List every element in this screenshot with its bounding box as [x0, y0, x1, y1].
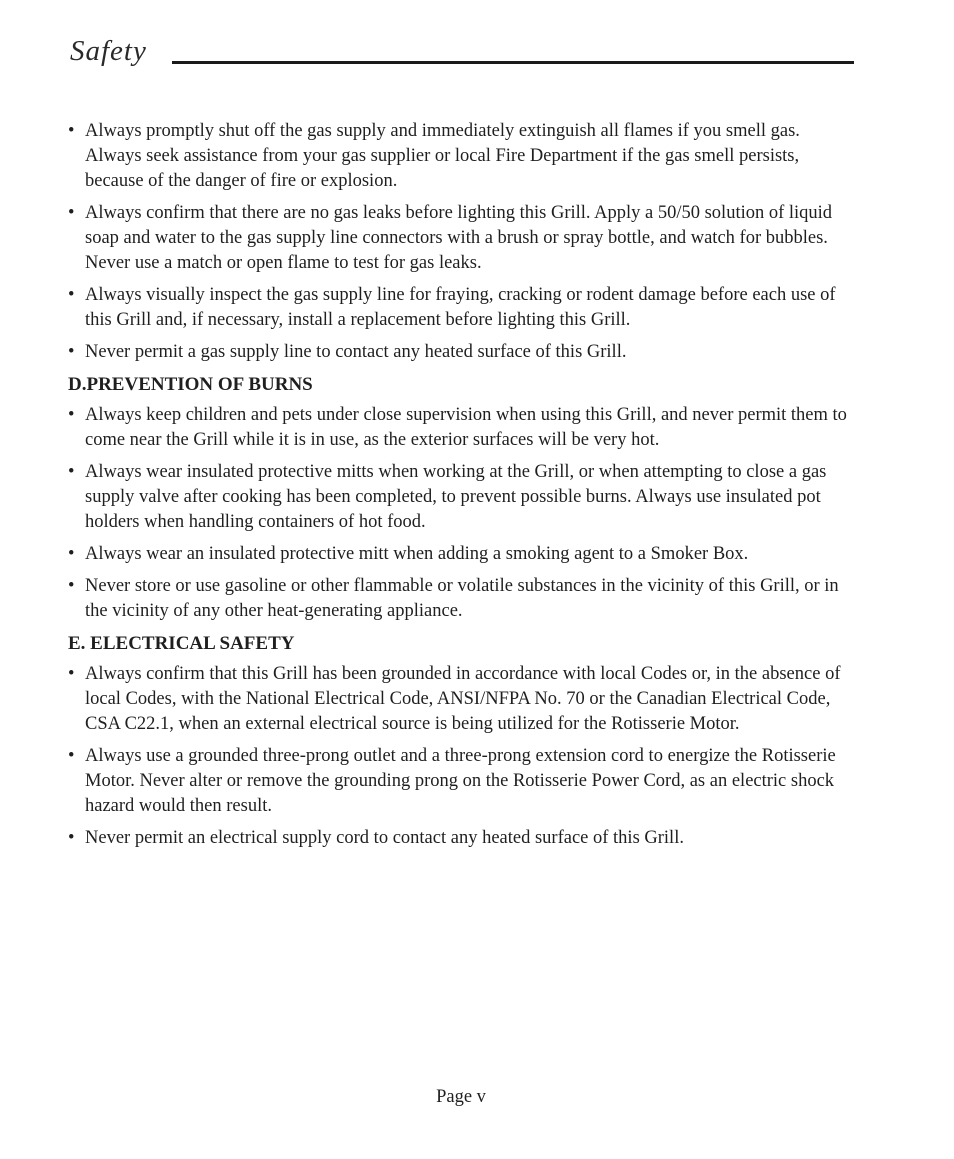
bullet-dot: • — [68, 405, 75, 425]
bullet-text: Never store or use gasoline or other flammable or volatile substances in the vicinity of this Grill, or in the vicinity of any other heat-generating appliance. — [85, 576, 839, 621]
bullet-dot: • — [68, 828, 75, 848]
header-rule — [172, 61, 854, 64]
bullet-text: Never permit an electrical supply cord to contact any heated surface of this Grill. — [85, 828, 684, 848]
intro-bullet-list — [68, 119, 858, 365]
list-item — [68, 662, 858, 737]
bullet-dot: • — [68, 342, 75, 362]
page-content — [68, 119, 858, 858]
burns-bullet-list — [68, 403, 858, 624]
bullet-dot: • — [68, 664, 75, 684]
list-item — [68, 744, 858, 819]
section-heading-electrical: E. ELECTRICAL SAFETY — [68, 633, 295, 654]
list-item — [68, 826, 858, 851]
bullet-text: Always wear an insulated protective mitt when adding a smoking agent to a Smoker Box. — [85, 544, 749, 564]
list-item — [68, 283, 858, 333]
list-item — [68, 340, 858, 365]
bullet-text: Always promptly shut off the gas supply and immediately extinguish all flames if you smell gas. Always seek assistance from your gas supplier or local Fire Department if the gas smell persists, because of the danger of fire or explosion. — [85, 121, 800, 191]
bullet-dot: • — [68, 285, 75, 305]
list-item — [68, 403, 858, 453]
bullet-text: Always use a grounded three-prong outlet and a three-prong extension cord to energize the Rotisserie Motor. Never alter or remove the grounding prong on the Rotisserie Power Cord, as an electric shock hazard would then result. — [85, 746, 836, 816]
list-item — [68, 574, 858, 624]
page-header — [70, 34, 854, 66]
bullet-text: Always confirm that there are no gas leaks before lighting this Grill. Apply a 50/50 solution of liquid soap and water to the gas supply line connectors with a brush or spray bottle, and watch for bubbles. Never use a match or open flame to test for gas leaks. — [85, 203, 833, 273]
bullet-text: Never permit a gas supply line to contact any heated surface of this Grill. — [85, 342, 627, 362]
page-title: Safety — [70, 35, 147, 67]
list-item — [68, 119, 858, 194]
bullet-text: Always keep children and pets under close supervision when using this Grill, and never permit them to come near the Grill while it is in use, as the exterior surfaces will be very hot. — [85, 405, 847, 450]
bullet-dot: • — [68, 544, 75, 564]
bullet-dot: • — [68, 121, 75, 141]
bullet-dot: • — [68, 576, 75, 596]
bullet-text: Always visually inspect the gas supply line for fraying, cracking or rodent damage before each use of this Grill and, if necessary, install a replacement before lighting this Grill. — [85, 285, 836, 330]
bullet-dot: • — [68, 203, 75, 223]
list-item — [68, 542, 858, 567]
list-item — [68, 460, 858, 535]
section-heading-burns: D.PREVENTION OF BURNS — [68, 374, 313, 395]
page-number: Page v — [436, 1087, 486, 1107]
list-item — [68, 201, 858, 276]
bullet-dot: • — [68, 462, 75, 482]
bullet-text: Always wear insulated protective mitts when working at the Grill, or when attempting to close a gas supply valve after cooking has been completed, to prevent possible burns. Always use insulated pot holders when handling containers of hot food. — [85, 462, 827, 532]
bullet-dot: • — [68, 746, 75, 766]
bullet-text: Always confirm that this Grill has been grounded in accordance with local Codes or, in the absence of local Codes, with the National Electrical Code, ANSI/NFPA No. 70 or the Canadian Electrical Code, CSA C22.1, when an external electrical source is being utilized for the Rotisserie Motor. — [85, 664, 841, 734]
electrical-bullet-list — [68, 662, 858, 851]
